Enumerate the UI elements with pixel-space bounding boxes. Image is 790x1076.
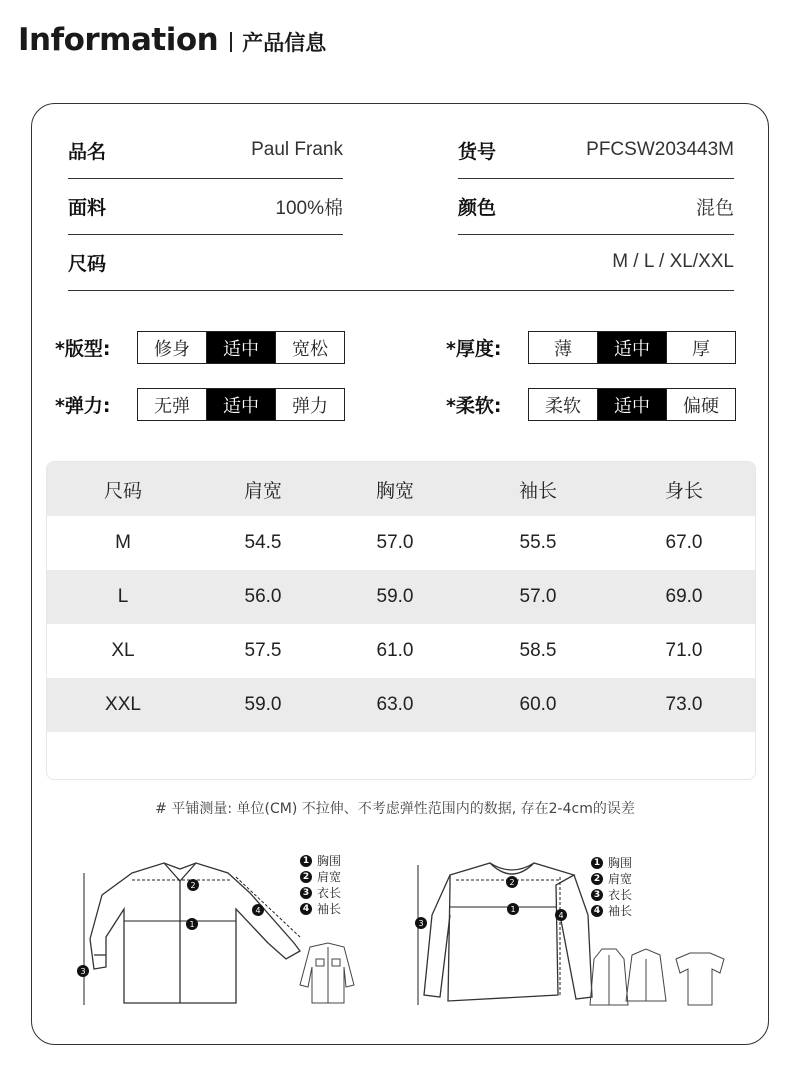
legend-number: 3 [591,889,603,901]
table-cell: XL [111,640,135,661]
tshirt-thumbnail-icon [676,953,724,1005]
table-cell: 58.5 [519,640,557,661]
fabric-value: 100%棉 [275,197,343,219]
legend-item: 衣长 [608,888,633,902]
attr-fit [55,331,345,364]
page-header [18,22,326,58]
softness-label: *柔软: [446,395,502,417]
elasticity-options [137,388,345,421]
legend-item: 袖长 [317,902,342,916]
color-value: 混色 [695,197,734,219]
fit-option-selected: 适中 [206,332,275,363]
table-header-cell: 肩宽 [243,479,282,502]
thickness-option: 厚 [666,332,735,363]
legend-item: 胸围 [317,854,342,868]
softness-options [528,388,736,421]
hoodie-thumbnail-icon [590,949,628,1005]
table-row [47,570,755,624]
sku-label: 货号 [458,140,497,163]
legend-number: 2 [591,873,603,885]
shirt-dimension-lines [84,873,300,1005]
sweatshirt-dimension-lines [418,865,560,1005]
info-row-fabric [68,178,343,235]
table-cell: 67.0 [665,532,703,553]
attr-thickness [446,331,736,364]
table-row [47,678,755,732]
header-divider [230,32,232,52]
jacket-thumbnail-icon [300,943,354,1003]
table-cell: 59.0 [244,694,282,715]
table-cell: 54.5 [244,532,282,553]
cardigan-thumbnail-icon [626,949,666,1001]
info-row-sku [458,122,734,179]
legend-number: 2 [300,871,312,883]
table-cell: 56.0 [244,586,282,607]
table-cell: 57.0 [376,532,414,553]
info-row-color [458,178,734,235]
table-row [47,516,755,570]
table-header-cell: 尺码 [103,479,142,502]
table-cell: M [115,532,131,553]
fit-label: *版型: [55,338,111,360]
elasticity-option-selected: 适中 [206,389,275,420]
table-cell: 57.0 [519,586,557,607]
legend-number: 3 [300,887,312,899]
thickness-label: *厚度: [446,338,502,360]
thickness-option: 薄 [554,338,572,360]
legend-right [591,855,632,919]
elasticity-option: 无弹 [154,395,190,417]
legend-number: 4 [591,905,603,917]
marker-2: 2 [509,878,515,887]
color-label: 颜色 [458,196,497,219]
attr-elasticity [55,388,345,421]
name-label: 品名 [68,140,107,163]
table-cell: 55.5 [519,532,557,553]
name-value: Paul Frank [251,139,343,160]
fit-option: 宽松 [275,332,344,363]
sku-value: PFCSW203443M [586,139,734,160]
table-cell: L [117,586,129,607]
table-cell: 69.0 [665,586,703,607]
table-cell: 60.0 [519,694,557,715]
marker-4: 4 [558,911,564,920]
fit-options [137,331,345,364]
fabric-label: 面料 [68,196,107,219]
legend-item: 袖长 [608,904,633,918]
legend-item: 肩宽 [608,872,633,886]
table-cell: XXL [105,694,141,715]
table-row [47,624,755,678]
table-cell: 61.0 [376,640,414,661]
page-subtitle: 产品信息 [242,31,327,55]
fit-option: 修身 [154,338,190,360]
info-row-size [68,234,734,291]
size-value: M / L / XL/XXL [612,251,734,272]
table-header-row [47,462,755,516]
size-table [46,461,756,780]
legend-number: 1 [591,857,603,869]
table-cell: 59.0 [376,586,414,607]
table-cell: 71.0 [665,640,703,661]
thickness-option-selected: 适中 [597,332,666,363]
attr-softness [446,388,736,421]
table-cell: 63.0 [376,694,414,715]
legend-item: 肩宽 [317,870,342,884]
softness-option: 偏硬 [666,389,735,420]
marker-1: 1 [189,920,195,929]
table-cell: 57.5 [244,640,282,661]
sweatshirt-illustration [410,855,730,1020]
measurement-note: # 平铺测量: 单位(CM) 不拉伸、不考虑弹性范围内的数据, 存在2-4cm的误差 [155,801,635,817]
elasticity-option: 弹力 [275,389,344,420]
legend-item: 胸围 [608,856,633,870]
marker-3: 3 [80,967,86,976]
page-title: Information [18,22,219,58]
marker-3: 3 [418,919,424,928]
table-header-cell: 身长 [664,479,703,502]
elasticity-label: *弹力: [55,395,111,417]
table-header-cell: 胸宽 [375,479,414,502]
table-header-cell: 袖长 [518,479,557,502]
table-cell: 73.0 [665,694,703,715]
legend-left [300,853,341,917]
softness-option-selected: 适中 [597,389,666,420]
marker-4: 4 [255,906,261,915]
size-label: 尺码 [68,252,107,275]
thickness-options [528,331,736,364]
marker-1: 1 [510,905,516,914]
softness-option: 柔软 [545,395,581,417]
marker-2: 2 [190,881,196,890]
legend-number: 4 [300,903,312,915]
legend-number: 1 [300,855,312,867]
legend-item: 衣长 [317,886,342,900]
info-row-name [68,122,343,179]
